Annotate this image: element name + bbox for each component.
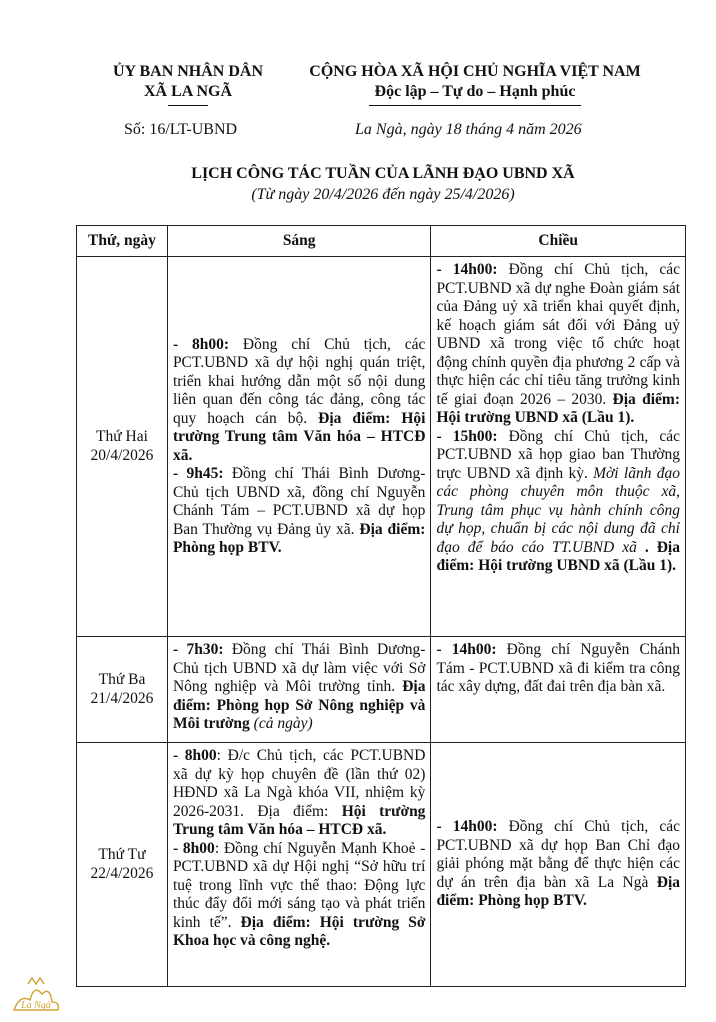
entry-time: - 9h45: bbox=[172, 465, 224, 482]
schedule-entry bbox=[173, 840, 426, 951]
day-name: Thứ Ba bbox=[98, 671, 146, 688]
document-date: La Ngà, ngày 18 tháng 4 năm 2026 bbox=[355, 121, 582, 138]
morning-cell bbox=[167, 743, 431, 987]
entry-text: Đồng chí Chủ tịch, các PCT.UBND xã dự hội nghị quán triệt, triển khai hướng dẫn một số nội dung liên quan đến công tác đảng, công tác quy hoạch cán bộ. bbox=[172, 335, 426, 427]
day-name: Thứ Hai bbox=[96, 428, 148, 445]
table-row bbox=[77, 637, 686, 743]
table-header-row bbox=[77, 226, 686, 257]
schedule-entry bbox=[436, 641, 680, 697]
agency-line2: XÃ LA NGÃ bbox=[143, 83, 232, 100]
agency-underline bbox=[168, 105, 208, 106]
day-cell bbox=[77, 743, 168, 987]
entry-time: - 8h00 bbox=[172, 747, 217, 764]
national-header bbox=[292, 62, 658, 106]
afternoon-cell bbox=[431, 637, 686, 743]
morning-cell bbox=[167, 257, 431, 637]
day-cell bbox=[77, 257, 168, 637]
afternoon-cell bbox=[431, 743, 686, 987]
entry-place: Địa điểm: Hội trường Sở Khoa học và công nghệ. bbox=[172, 913, 426, 949]
entry-note: (cả ngày) bbox=[249, 715, 313, 732]
entry-text: Đồng chí Thái Bình Dương- Chủ tịch UBND xã dự làm việc với Sở Nông nghiệp và Môi trường tỉnh. bbox=[172, 641, 426, 695]
day-date: 20/4/2026 bbox=[90, 446, 154, 464]
entry-time: - 14h00: bbox=[436, 818, 498, 836]
schedule-entry bbox=[173, 641, 426, 734]
day-name: Thứ Tư bbox=[98, 846, 146, 863]
schedule-entry bbox=[173, 465, 426, 558]
schedule-table bbox=[76, 225, 686, 987]
entry-text: Đồng chí Nguyễn Chánh Tám - PCT.UBND xã đi kiểm tra công tác xây dựng, đất đai trên địa bàn xã. bbox=[436, 641, 681, 695]
header-morning: Sáng bbox=[167, 226, 431, 257]
entry-place: . Địa điểm: Hội trường UBND xã (Lầu 1). bbox=[436, 538, 680, 574]
schedule-entry bbox=[173, 747, 426, 840]
entry-time: - 14h00: bbox=[436, 261, 498, 278]
page-title: LỊCH CÔNG TÁC TUẦN CỦA LÃNH ĐẠO UBND XÃ bbox=[191, 165, 575, 182]
schedule-entry bbox=[436, 818, 680, 911]
header-day: Thứ, ngày bbox=[77, 226, 168, 257]
motto-underline bbox=[369, 105, 581, 106]
entry-time: - 7h30: bbox=[172, 641, 224, 658]
schedule-entry bbox=[436, 261, 680, 428]
page-subtitle: (Từ ngày 20/4/2026 đến ngày 25/4/2026) bbox=[251, 186, 515, 203]
entry-place: Địa điểm: Hội trường Trung tâm Văn hóa – HTCĐ xã. bbox=[172, 409, 426, 464]
agency-header bbox=[98, 62, 278, 106]
national-motto: Độc lập – Tự do – Hạnh phúc bbox=[374, 83, 576, 100]
afternoon-cell bbox=[431, 257, 686, 637]
table-row bbox=[77, 257, 686, 637]
day-date: 21/4/2026 bbox=[90, 689, 154, 707]
entry-text: Đồng chí Chủ tịch, các PCT.UBND xã dự nghe Đoàn giám sát của Đảng uỷ xã triển khai quyết định, kế hoạch giám sát đối với Đảng uỷ UBND xã trong việc tổ chức hoạt động chính quyền địa phương 2 cấp và thực hiện các chỉ tiêu tăng trưởng kinh tế giai đoạn 2026 – 2030. bbox=[436, 261, 680, 408]
entry-text: : Đồng chí Nguyễn Mạnh Khoẻ - PCT.UBND xã dự Hội nghị “Sở hữu trí tuệ trong lĩnh vực thể thao: Động lực thúc đẩy đổi mới sáng tạo và phát triển kinh tế”. bbox=[172, 839, 426, 931]
entry-time: - 8h00 bbox=[172, 839, 215, 857]
entry-text: Đồng chí Chủ tịch, các PCT.UBND xã họp giao ban Thường trực UBND xã định kỳ. bbox=[436, 427, 680, 482]
entry-time: - 8h00: bbox=[172, 335, 230, 353]
entry-time: - 14h00: bbox=[436, 641, 497, 658]
day-cell bbox=[77, 637, 168, 743]
entry-text: : Đ/c Chủ tịch, các PCT.UBND xã dự kỳ họp chuyên đề (lần thứ 02) HĐND xã La Ngà khóa VII, nhiệm kỳ 2026-2031. Địa điểm: bbox=[172, 747, 426, 820]
entry-place: Địa điểm: Phòng họp Sở Nông nghiệp và Môi trường bbox=[172, 678, 426, 732]
entry-time: - 15h00: bbox=[436, 427, 498, 445]
document-number: Số: 16/LT-UBND bbox=[124, 121, 238, 138]
entry-place: Địa điểm: Hội trường UBND xã (Lầu 1). bbox=[436, 390, 680, 426]
entry-place: Hội trường Trung tâm Văn hóa – HTCĐ xã. bbox=[172, 802, 426, 838]
entry-invite: Mời lãnh đạo các phòng chuyên môn thuộc xã, Trung tâm phục vụ hành chính công dự họp, chuẩn bị các nội dung đã chỉ đạo để báo cáo TT.UBND xã bbox=[436, 464, 681, 556]
la-nga-logo bbox=[8, 972, 64, 1016]
svg-text:La Ngà: La Ngà bbox=[21, 1000, 51, 1011]
schedule-entry bbox=[173, 336, 426, 466]
entry-place: Địa điểm: Phòng họp BTV. bbox=[172, 520, 426, 556]
national-line1: CỘNG HÒA XÃ HỘI CHỦ NGHĨA VIỆT NAM bbox=[309, 63, 641, 80]
entry-text: Đồng chí Chủ tịch, các PCT.UBND xã dự họp Ban Chỉ đạo giải phóng mặt bằng để thực hiện các dự án trên địa bàn xã La Ngà bbox=[436, 818, 680, 891]
entry-place: Địa điểm: Phòng họp BTV. bbox=[436, 873, 680, 910]
header-afternoon: Chiều bbox=[431, 226, 686, 257]
agency-line1: ỦY BAN NHÂN DÂN bbox=[112, 63, 264, 80]
day-date: 22/4/2026 bbox=[90, 864, 154, 882]
schedule-entry bbox=[436, 428, 680, 576]
entry-text: Đồng chí Thái Bình Dương- Chủ tịch UBND xã, đồng chí Nguyễn Chánh Tám – PCT.UBND xã dự họp Ban Thường vụ Đảng ủy xã. bbox=[172, 465, 426, 538]
morning-cell bbox=[167, 637, 431, 743]
table-row bbox=[77, 743, 686, 987]
